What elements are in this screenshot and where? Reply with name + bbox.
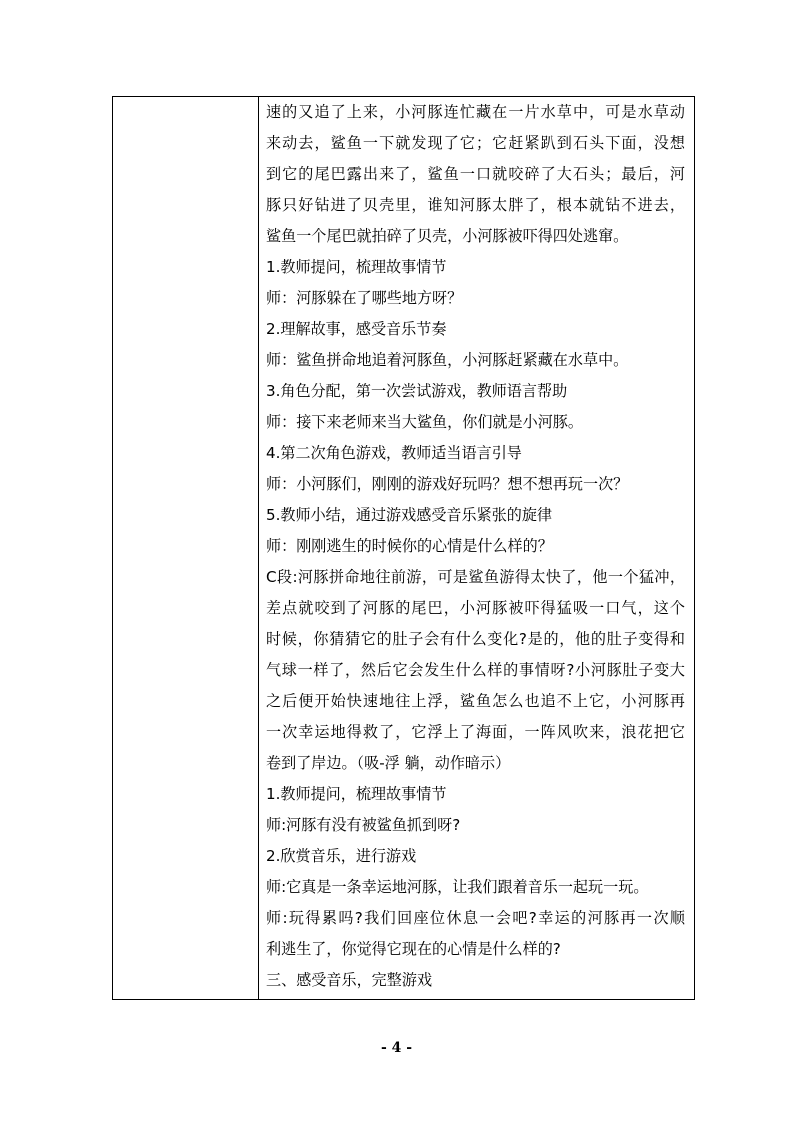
lesson-table — [112, 96, 695, 1000]
content-line: C段:河豚拼命地往前游，可是鲨鱼游得太快了，他一个猛冲， — [266, 568, 685, 586]
content-line: 师：接下来老师来当大鲨鱼，你们就是小河豚。 — [266, 413, 583, 431]
content-line: 3.角色分配，第一次尝试游戏，教师语言帮助 — [266, 382, 568, 400]
content-line: 2.理解故事，感受音乐节奏 — [266, 320, 447, 338]
content-line: 气球一样了，然后它会发生什么样的事情呀?小河豚肚子变大 — [266, 661, 685, 679]
content-line: 师：刚刚逃生的时候你的心情是什么样的？ — [266, 537, 553, 555]
content-line: 师:河豚有没有被鲨鱼抓到呀? — [266, 816, 461, 834]
content-line: 师:玩得累吗?我们回座位休息一会吧?幸运的河豚再一次顺 — [266, 909, 685, 927]
content-line: 利逃生了，你觉得它现在的心情是什么样的? — [266, 940, 561, 958]
content-line: 豚只好钻进了贝壳里，谁知河豚太胖了，根本就钻不进去， — [266, 196, 685, 214]
content-line: 来动去，鲨鱼一下就发现了它；它赶紧趴到石头下面，没想 — [266, 134, 685, 152]
content-line: 卷到了岸边。（吸-浮 躺，动作暗示） — [266, 754, 511, 772]
content-line: 师：河豚躲在了哪些地方呀？ — [266, 289, 463, 307]
content-line: 4.第二次角色游戏，教师适当语言引导 — [266, 444, 522, 462]
content-line: 1.教师提问，梳理故事情节 — [266, 258, 447, 276]
content-line: 速的又追了上来，小河豚连忙藏在一片水草中，可是水草动 — [266, 103, 685, 121]
content-line: 一次幸运地得救了，它浮上了海面，一阵风吹来，浪花把它 — [266, 723, 685, 741]
content-line: 三、感受音乐，完整游戏 — [266, 971, 433, 989]
content-line: 师：鲨鱼拼命地追着河豚鱼，小河豚赶紧藏在水草中。 — [266, 351, 629, 369]
content-line: 时候，你猜猜它的肚子会有什么变化?是的，他的肚子变得和 — [266, 630, 685, 648]
page-number: - 4 - — [380, 1040, 413, 1056]
table-left-cell — [113, 97, 259, 999]
content-line: 到它的尾巴露出来了，鲨鱼一口就咬碎了大石头；最后，河 — [266, 165, 685, 183]
content-line: 2.欣赏音乐，进行游戏 — [266, 847, 417, 865]
content-line: 差点就咬到了河豚的尾巴，小河豚被吓得猛吸一口气，这个 — [266, 599, 685, 617]
table-content-cell — [259, 97, 694, 999]
content-line: 鲨鱼一个尾巴就拍碎了贝壳，小河豚被吓得四处逃窜。 — [266, 227, 629, 245]
content-line: 5.教师小结，通过游戏感受音乐紧张的旋律 — [266, 506, 553, 524]
content-line: 之后便开始快速地往上浮，鲨鱼怎么也追不上它，小河豚再 — [266, 692, 685, 710]
content-line: 师：小河豚们，刚刚的游戏好玩吗？想不想再玩一次？ — [266, 475, 629, 493]
content-line: 师:它真是一条幸运地河豚，让我们跟着音乐一起玩一玩。 — [266, 878, 649, 896]
content-line: 1.教师提问，梳理故事情节 — [266, 785, 447, 803]
